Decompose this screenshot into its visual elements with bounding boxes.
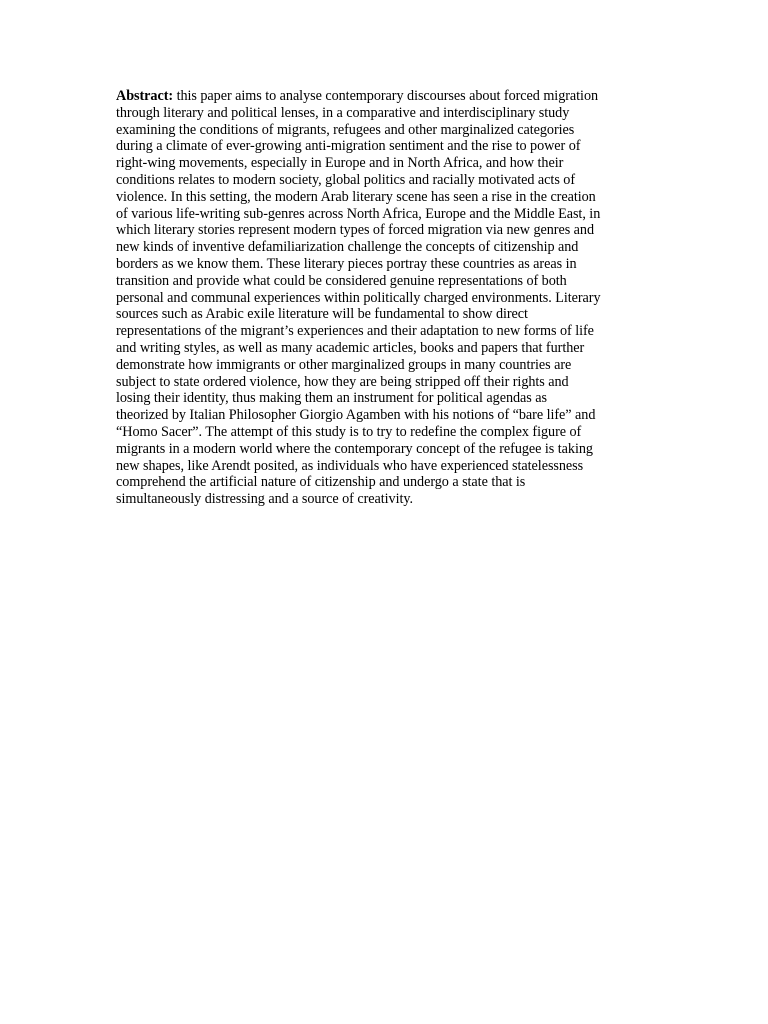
abstract-line-text: this paper aims to analyse contemporary discourses about forced migration bbox=[173, 88, 599, 104]
abstract-line: representations of the migrant’s experiences and their adaptation to new forms of life bbox=[116, 323, 594, 340]
abstract-line: simultaneously distressing and a source of creativity. bbox=[116, 491, 414, 508]
abstract-paragraph bbox=[116, 88, 652, 508]
abstract-line: conditions relates to modern society, global politics and racially motivated acts of bbox=[116, 171, 575, 188]
abstract-line: personal and communal experiences within politically charged environments. Literary bbox=[116, 289, 601, 306]
abstract-line: theorized by Italian Philosopher Giorgio Agamben with his notions of “bare life” and bbox=[116, 407, 596, 424]
abstract-line: examining the conditions of migrants, refugees and other marginalized categories bbox=[116, 121, 575, 138]
abstract-line: sources such as Arabic exile literature will be fundamental to show direct bbox=[116, 306, 528, 323]
abstract-line: new shapes, like Arendt posited, as individuals who have experienced statelessness bbox=[116, 457, 584, 474]
abstract-label: Abstract: bbox=[116, 88, 174, 104]
abstract-line: and writing styles, as well as many academic articles, books and papers that further bbox=[116, 339, 585, 356]
abstract-line: “Homo Sacer”. The attempt of this study is to try to redefine the complex figure of bbox=[116, 423, 582, 440]
abstract-line: borders as we know them. These literary pieces portray these countries as areas in bbox=[116, 255, 577, 272]
abstract-line: transition and provide what could be considered genuine representations of both bbox=[116, 272, 567, 289]
abstract-line: right-wing movements, especially in Europe and in North Africa, and how their bbox=[116, 155, 564, 172]
abstract-line: demonstrate how immigrants or other marginalized groups in many countries are bbox=[116, 356, 572, 373]
abstract-line: comprehend the artificial nature of citizenship and undergo a state that is bbox=[116, 474, 526, 491]
abstract-line: of various life-writing sub-genres across North Africa, Europe and the Middle East, in bbox=[116, 205, 601, 222]
abstract-line: which literary stories represent modern types of forced migration via new genres and bbox=[116, 222, 595, 239]
abstract-line: violence. In this setting, the modern Arab literary scene has seen a rise in the creation bbox=[116, 188, 596, 205]
abstract-line bbox=[116, 88, 652, 105]
abstract-line: new kinds of inventive defamiliarization challenge the concepts of citizenship and bbox=[116, 239, 579, 256]
abstract-line: during a climate of ever-growing anti-migration sentiment and the rise to power of bbox=[116, 138, 581, 155]
abstract-line: losing their identity, thus making them an instrument for political agendas as bbox=[116, 390, 547, 407]
abstract-line: subject to state ordered violence, how they are being stripped off their rights and bbox=[116, 373, 569, 390]
abstract-line: migrants in a modern world where the contemporary concept of the refugee is taking bbox=[116, 440, 593, 457]
abstract-line: through literary and political lenses, in a comparative and interdisciplinary study bbox=[116, 104, 570, 121]
